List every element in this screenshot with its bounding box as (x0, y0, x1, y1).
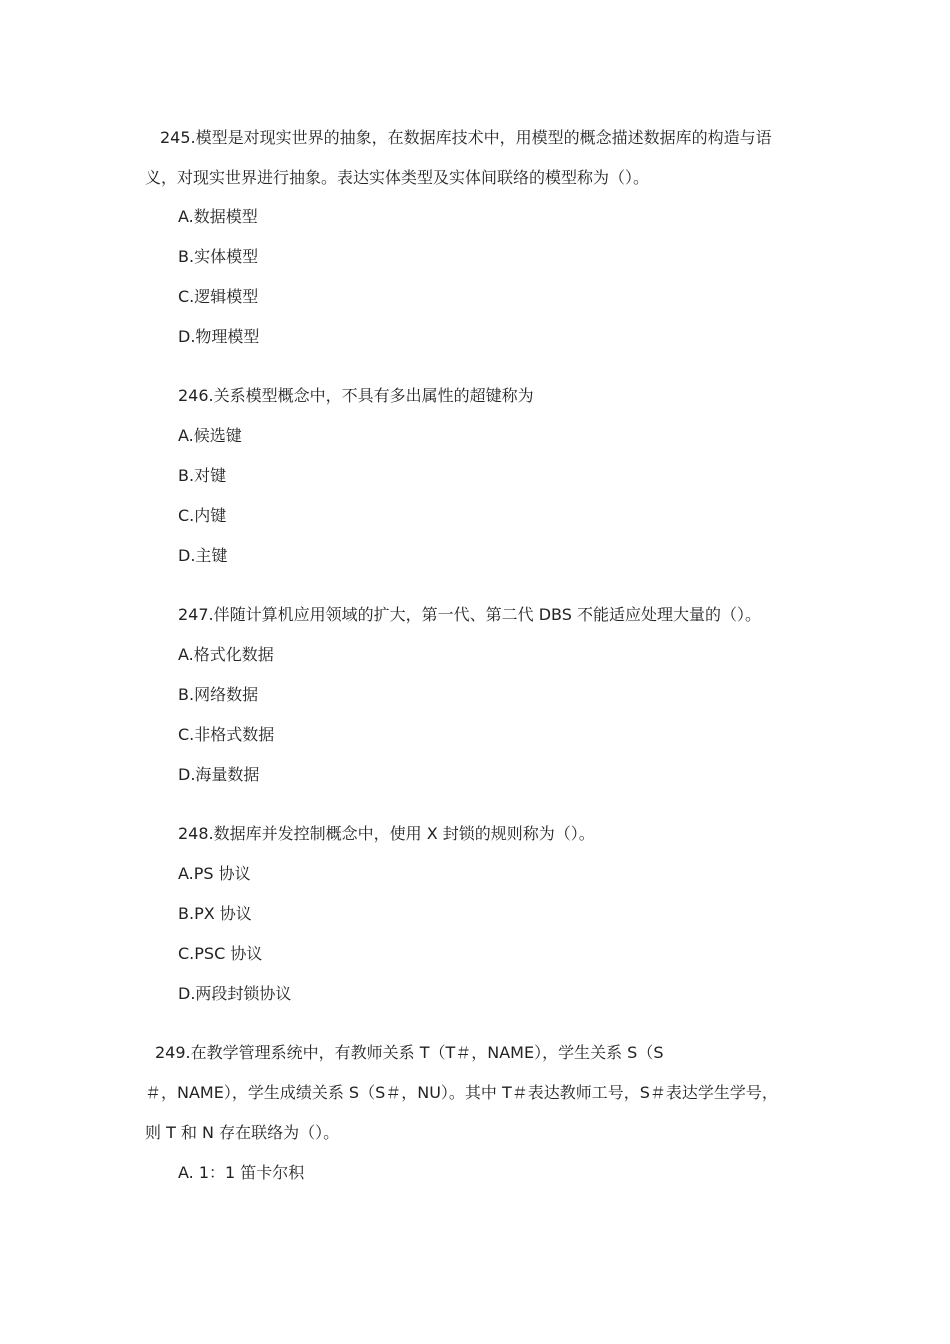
question-246-line-1: 246.关系模型概念中，不具有多出属性的超键称为 (178, 386, 534, 405)
question-247-option-c: C.非格式数据 (178, 725, 275, 744)
question-249-option-a: A. 1：1 笛卡尔积 (178, 1163, 305, 1182)
question-247-option-a: A.格式化数据 (178, 645, 274, 664)
question-245-option-c: C.逻辑模型 (178, 287, 259, 306)
question-246-option-a: A.候选键 (178, 426, 242, 445)
question-247-option-b: B.网络数据 (178, 685, 259, 704)
question-245-option-a: A.数据模型 (178, 207, 258, 226)
question-247-option-d: D.海量数据 (178, 765, 260, 784)
question-249-line-2: ＃，NAME），学生成绩关系 S（S＃，NU）。其中 T＃表达教师工号，S＃表达学生学号， (145, 1083, 778, 1102)
question-245-option-b: B.实体模型 (178, 247, 259, 266)
question-249-line-1: 249.在教学管理系统中，有教师关系 T（T＃，NAME），学生关系 S（S (155, 1043, 664, 1062)
question-248-line-1: 248.数据库并发控制概念中，使用 X 封锁的规则称为（）。 (178, 824, 595, 843)
question-245-option-d: D.物理模型 (178, 327, 260, 346)
question-246-option-d: D.主键 (178, 546, 228, 565)
question-248-option-c: C.PSC 协议 (178, 944, 263, 963)
question-248-option-b: B.PX 协议 (178, 904, 252, 923)
question-249-line-3: 则 T 和 N 存在联络为（）。 (145, 1123, 340, 1142)
question-247-line-1: 247.伴随计算机应用领域的扩大，第一代、第二代 DBS 不能适应处理大量的（）。 (178, 605, 761, 624)
question-248-option-a: A.PS 协议 (178, 864, 251, 883)
question-248-option-d: D.两段封锁协议 (178, 984, 292, 1003)
question-246-option-b: B.对键 (178, 466, 227, 485)
question-245-line-1: 245.模型是对现实世界的抽象，在数据库技术中，用模型的概念描述数据库的构造与语 (160, 128, 772, 147)
question-246-option-c: C.内键 (178, 506, 227, 525)
question-245-line-2: 义，对现实世界进行抽象。表达实体类型及实体间联络的模型称为（）。 (145, 168, 650, 187)
